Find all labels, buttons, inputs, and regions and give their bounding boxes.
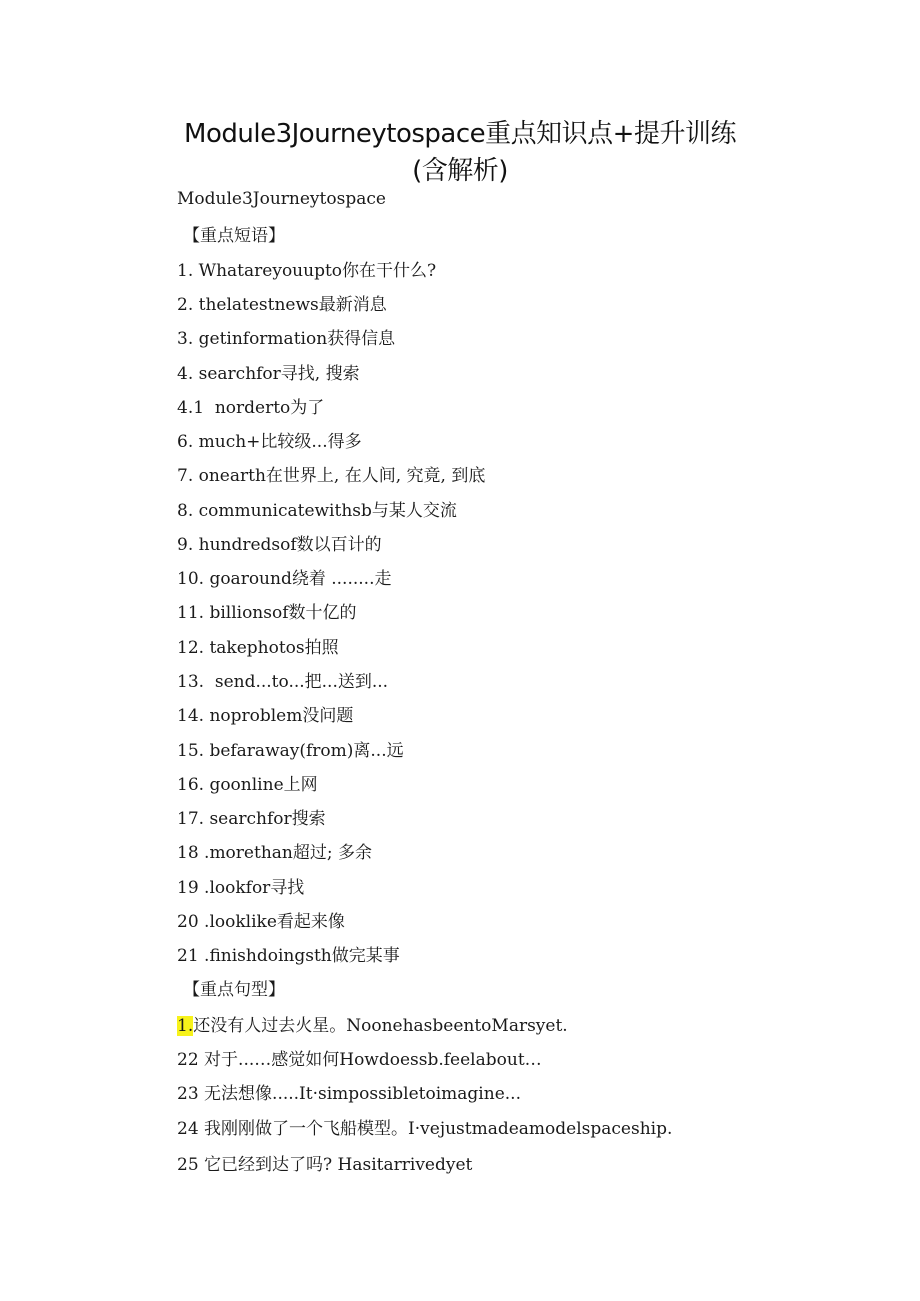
- phrase-item: 11. billionsof数十亿的: [177, 603, 357, 623]
- phrase-item: 8. communicatewithsb与某人交流: [177, 501, 457, 521]
- document-title: Module3Journeytospace重点知识点+提升训练: [184, 119, 736, 149]
- sentence-item: 25 它已经到达了吗? Hasitarrivedyet: [177, 1155, 473, 1175]
- phrases-heading: 【重点短语】: [183, 226, 285, 246]
- phrase-item: 6. much+比较级...得多: [177, 432, 362, 452]
- phrase-item: 17. searchfor搜索: [177, 809, 326, 829]
- phrase-item: 15. befaraway(from)离...远: [177, 741, 404, 761]
- phrase-item: 7. onearth在世界上, 在人间, 究竟, 到底: [177, 466, 486, 486]
- module-subtitle: Module3Journeytospace: [177, 189, 386, 209]
- phrase-item: 4. searchfor寻找, 搜索: [177, 364, 360, 384]
- highlighted-number: 1.: [177, 1016, 194, 1036]
- sentences-heading: 【重点句型】: [183, 980, 285, 1000]
- phrase-item: 10. goaround绕着 ........走: [177, 569, 392, 589]
- phrase-item: 14. noproblem没问题: [177, 706, 354, 726]
- phrase-item: 18 .morethan超过; 多余: [177, 843, 372, 863]
- sentence-item: [177, 1011, 568, 1036]
- phrase-item: 4.1 norderto为了: [177, 398, 325, 418]
- phrase-item: 19 .lookfor寻找: [177, 878, 305, 898]
- phrase-item: 16. goonline上网: [177, 775, 318, 795]
- sentence-text: 还没有人过去火星。NoonehasbeentoMarsyet.: [193, 1016, 568, 1036]
- sentence-item: 24 我刚刚做了一个飞船模型。I·vejustmadeamodelspaceship.: [177, 1119, 673, 1139]
- sentence-item: 23 无法想像.....It·simpossibletoimagine...: [177, 1084, 521, 1104]
- phrase-item: 2. thelatestnews最新消息: [177, 295, 387, 315]
- phrase-item: 9. hundredsof数以百计的: [177, 535, 382, 555]
- phrase-item: 3. getinformation获得信息: [177, 329, 396, 349]
- phrase-item: 21 .finishdoingsth做完某事: [177, 946, 400, 966]
- phrase-item: 13. send...to...把...送到...: [177, 672, 389, 692]
- phrase-item: 1. Whatareyouupto你在干什么?: [177, 261, 437, 281]
- document-title-suffix: (含解析): [412, 156, 508, 186]
- sentence-item: 22 对于...…感觉如何Howdoessb.feelabout…: [177, 1050, 542, 1070]
- phrase-item: 12. takephotos拍照: [177, 638, 339, 658]
- phrase-item: 20 .looklike看起来像: [177, 912, 345, 932]
